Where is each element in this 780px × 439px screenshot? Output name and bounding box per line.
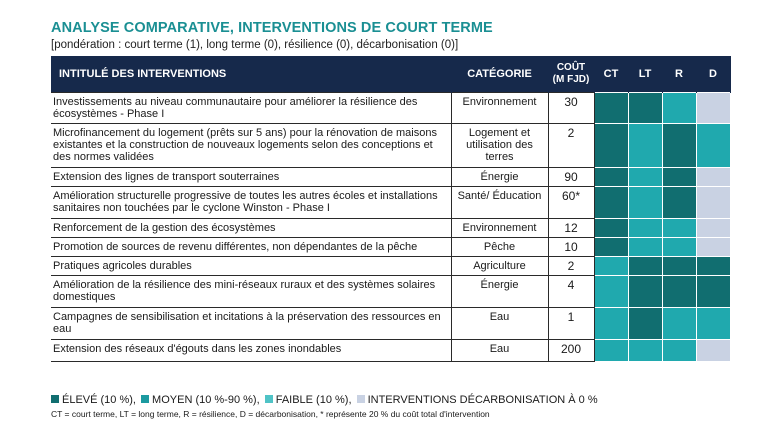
legend-item <box>265 394 352 406</box>
legend-label: ÉLEVÉ (10 %), <box>62 394 136 406</box>
rating-cell-r <box>662 219 696 238</box>
table-header-row <box>51 56 730 93</box>
page-title: ANALYSE COMPARATIVE, INTERVENTIONS DE COURT TERME <box>51 20 493 36</box>
legend-swatch-icon <box>357 395 365 403</box>
rating-cell-r <box>662 187 696 219</box>
rating-cell-lt <box>628 257 662 276</box>
legend-swatch-icon <box>51 395 59 403</box>
rating-cell-ct <box>594 308 628 340</box>
row-name: Amélioration structurelle progressive de toutes les autres écoles et installations sanitaires non touchées par le cyclone Winston - Phase I <box>51 187 451 219</box>
row-category: Énergie <box>451 168 548 187</box>
rating-cell-ct <box>594 257 628 276</box>
rating-cell-ct <box>594 168 628 187</box>
row-name: Renforcement de la gestion des écosystèmes <box>51 219 451 238</box>
rating-cell-ct <box>594 340 628 362</box>
interventions-table <box>51 56 731 362</box>
header-lt: LT <box>628 56 662 93</box>
rating-cell-r <box>662 124 696 168</box>
row-category: Logement et utilisation des terres <box>451 124 548 168</box>
rating-cell-lt <box>628 187 662 219</box>
row-name: Microfinancement du logement (prêts sur 5 ans) pour la rénovation de maisons existantes et la construction de nouveaux logements selon des conceptions et des normes validées <box>51 124 451 168</box>
legend-item <box>51 394 136 406</box>
row-cost: 10 <box>548 238 594 257</box>
legend-item <box>357 394 598 406</box>
rating-cell-r <box>662 93 696 124</box>
table-row <box>51 308 730 340</box>
legend-label: INTERVENTIONS DÉCARBONISATION À 0 % <box>367 394 598 406</box>
row-category: Eau <box>451 308 548 340</box>
header-r: R <box>662 56 696 93</box>
rating-cell-ct <box>594 187 628 219</box>
legend-swatch-icon <box>265 395 273 403</box>
rating-cell-ct <box>594 238 628 257</box>
row-category: Énergie <box>451 276 548 308</box>
table-row <box>51 238 730 257</box>
table-row <box>51 168 730 187</box>
rating-cell-ct <box>594 124 628 168</box>
row-cost: 12 <box>548 219 594 238</box>
rating-cell-lt <box>628 168 662 187</box>
table-row <box>51 340 730 362</box>
row-name: Extension des réseaux d'égouts dans les zones inondables <box>51 340 451 362</box>
rating-cell-d <box>696 308 730 340</box>
row-cost: 30 <box>548 93 594 124</box>
row-cost: 60* <box>548 187 594 219</box>
row-cost: 1 <box>548 308 594 340</box>
row-name: Extension des lignes de transport souterraines <box>51 168 451 187</box>
rating-cell-r <box>662 308 696 340</box>
rating-cell-r <box>662 238 696 257</box>
row-name: Campagnes de sensibilisation et incitations à la préservation des ressources en eau <box>51 308 451 340</box>
row-name: Pratiques agricoles durables <box>51 257 451 276</box>
row-name: Amélioration de la résilience des mini-réseaux ruraux et des systèmes solaires domestiques <box>51 276 451 308</box>
rating-cell-lt <box>628 219 662 238</box>
rating-cell-d <box>696 168 730 187</box>
row-category: Agriculture <box>451 257 548 276</box>
legend-label: MOYEN (10 %-90 %), <box>152 394 260 406</box>
rating-cell-d <box>696 124 730 168</box>
row-category: Environnement <box>451 219 548 238</box>
header-category: CATÉGORIE <box>451 56 548 93</box>
footnote: CT = court terme, LT = long terme, R = résilience, D = décarbonisation, * représente 20 % du coût total d'intervention <box>51 409 490 419</box>
table-row <box>51 257 730 276</box>
table-body <box>51 93 730 362</box>
table-row <box>51 276 730 308</box>
header-cost-line1: COÛT <box>556 62 586 73</box>
rating-cell-lt <box>628 238 662 257</box>
rating-cell-lt <box>628 340 662 362</box>
row-name: Promotion de sources de revenu différentes, non dépendantes de la pêche <box>51 238 451 257</box>
rating-cell-d <box>696 276 730 308</box>
row-category: Environnement <box>451 93 548 124</box>
row-cost: 200 <box>548 340 594 362</box>
row-category: Eau <box>451 340 548 362</box>
row-category: Pêche <box>451 238 548 257</box>
row-category: Santé/ Éducation <box>451 187 548 219</box>
rating-cell-lt <box>628 276 662 308</box>
rating-cell-d <box>696 219 730 238</box>
header-ct: CT <box>594 56 628 93</box>
table-row <box>51 93 730 124</box>
legend-label: FAIBLE (10 %), <box>275 394 352 406</box>
rating-cell-r <box>662 276 696 308</box>
rating-cell-lt <box>628 124 662 168</box>
header-name: INTITULÉ DES INTERVENTIONS <box>51 56 451 93</box>
table-row <box>51 187 730 219</box>
rating-cell-r <box>662 257 696 276</box>
rating-cell-lt <box>628 308 662 340</box>
rating-cell-lt <box>628 93 662 124</box>
legend-swatch-icon <box>141 395 149 403</box>
legend <box>51 394 600 406</box>
rating-cell-d <box>696 238 730 257</box>
header-cost-line2: (M FJD) <box>552 74 590 85</box>
rating-cell-r <box>662 340 696 362</box>
table-row <box>51 219 730 238</box>
rating-cell-d <box>696 93 730 124</box>
legend-item <box>141 394 260 406</box>
rating-cell-d <box>696 340 730 362</box>
row-cost: 90 <box>548 168 594 187</box>
header-cost <box>548 56 594 93</box>
row-cost: 2 <box>548 124 594 168</box>
row-cost: 4 <box>548 276 594 308</box>
rating-cell-r <box>662 168 696 187</box>
table-row <box>51 124 730 168</box>
row-name: Investissements au niveau communautaire pour améliorer la résilience des écosystèmes - Phase I <box>51 93 451 124</box>
rating-cell-d <box>696 257 730 276</box>
rating-cell-ct <box>594 93 628 124</box>
header-d: D <box>696 56 730 93</box>
rating-cell-ct <box>594 219 628 238</box>
page-subtitle: [pondération : court terme (1), long terme (0), résilience (0), décarbonisation (0)] <box>51 39 459 51</box>
rating-cell-ct <box>594 276 628 308</box>
rating-cell-d <box>696 187 730 219</box>
row-cost: 2 <box>548 257 594 276</box>
